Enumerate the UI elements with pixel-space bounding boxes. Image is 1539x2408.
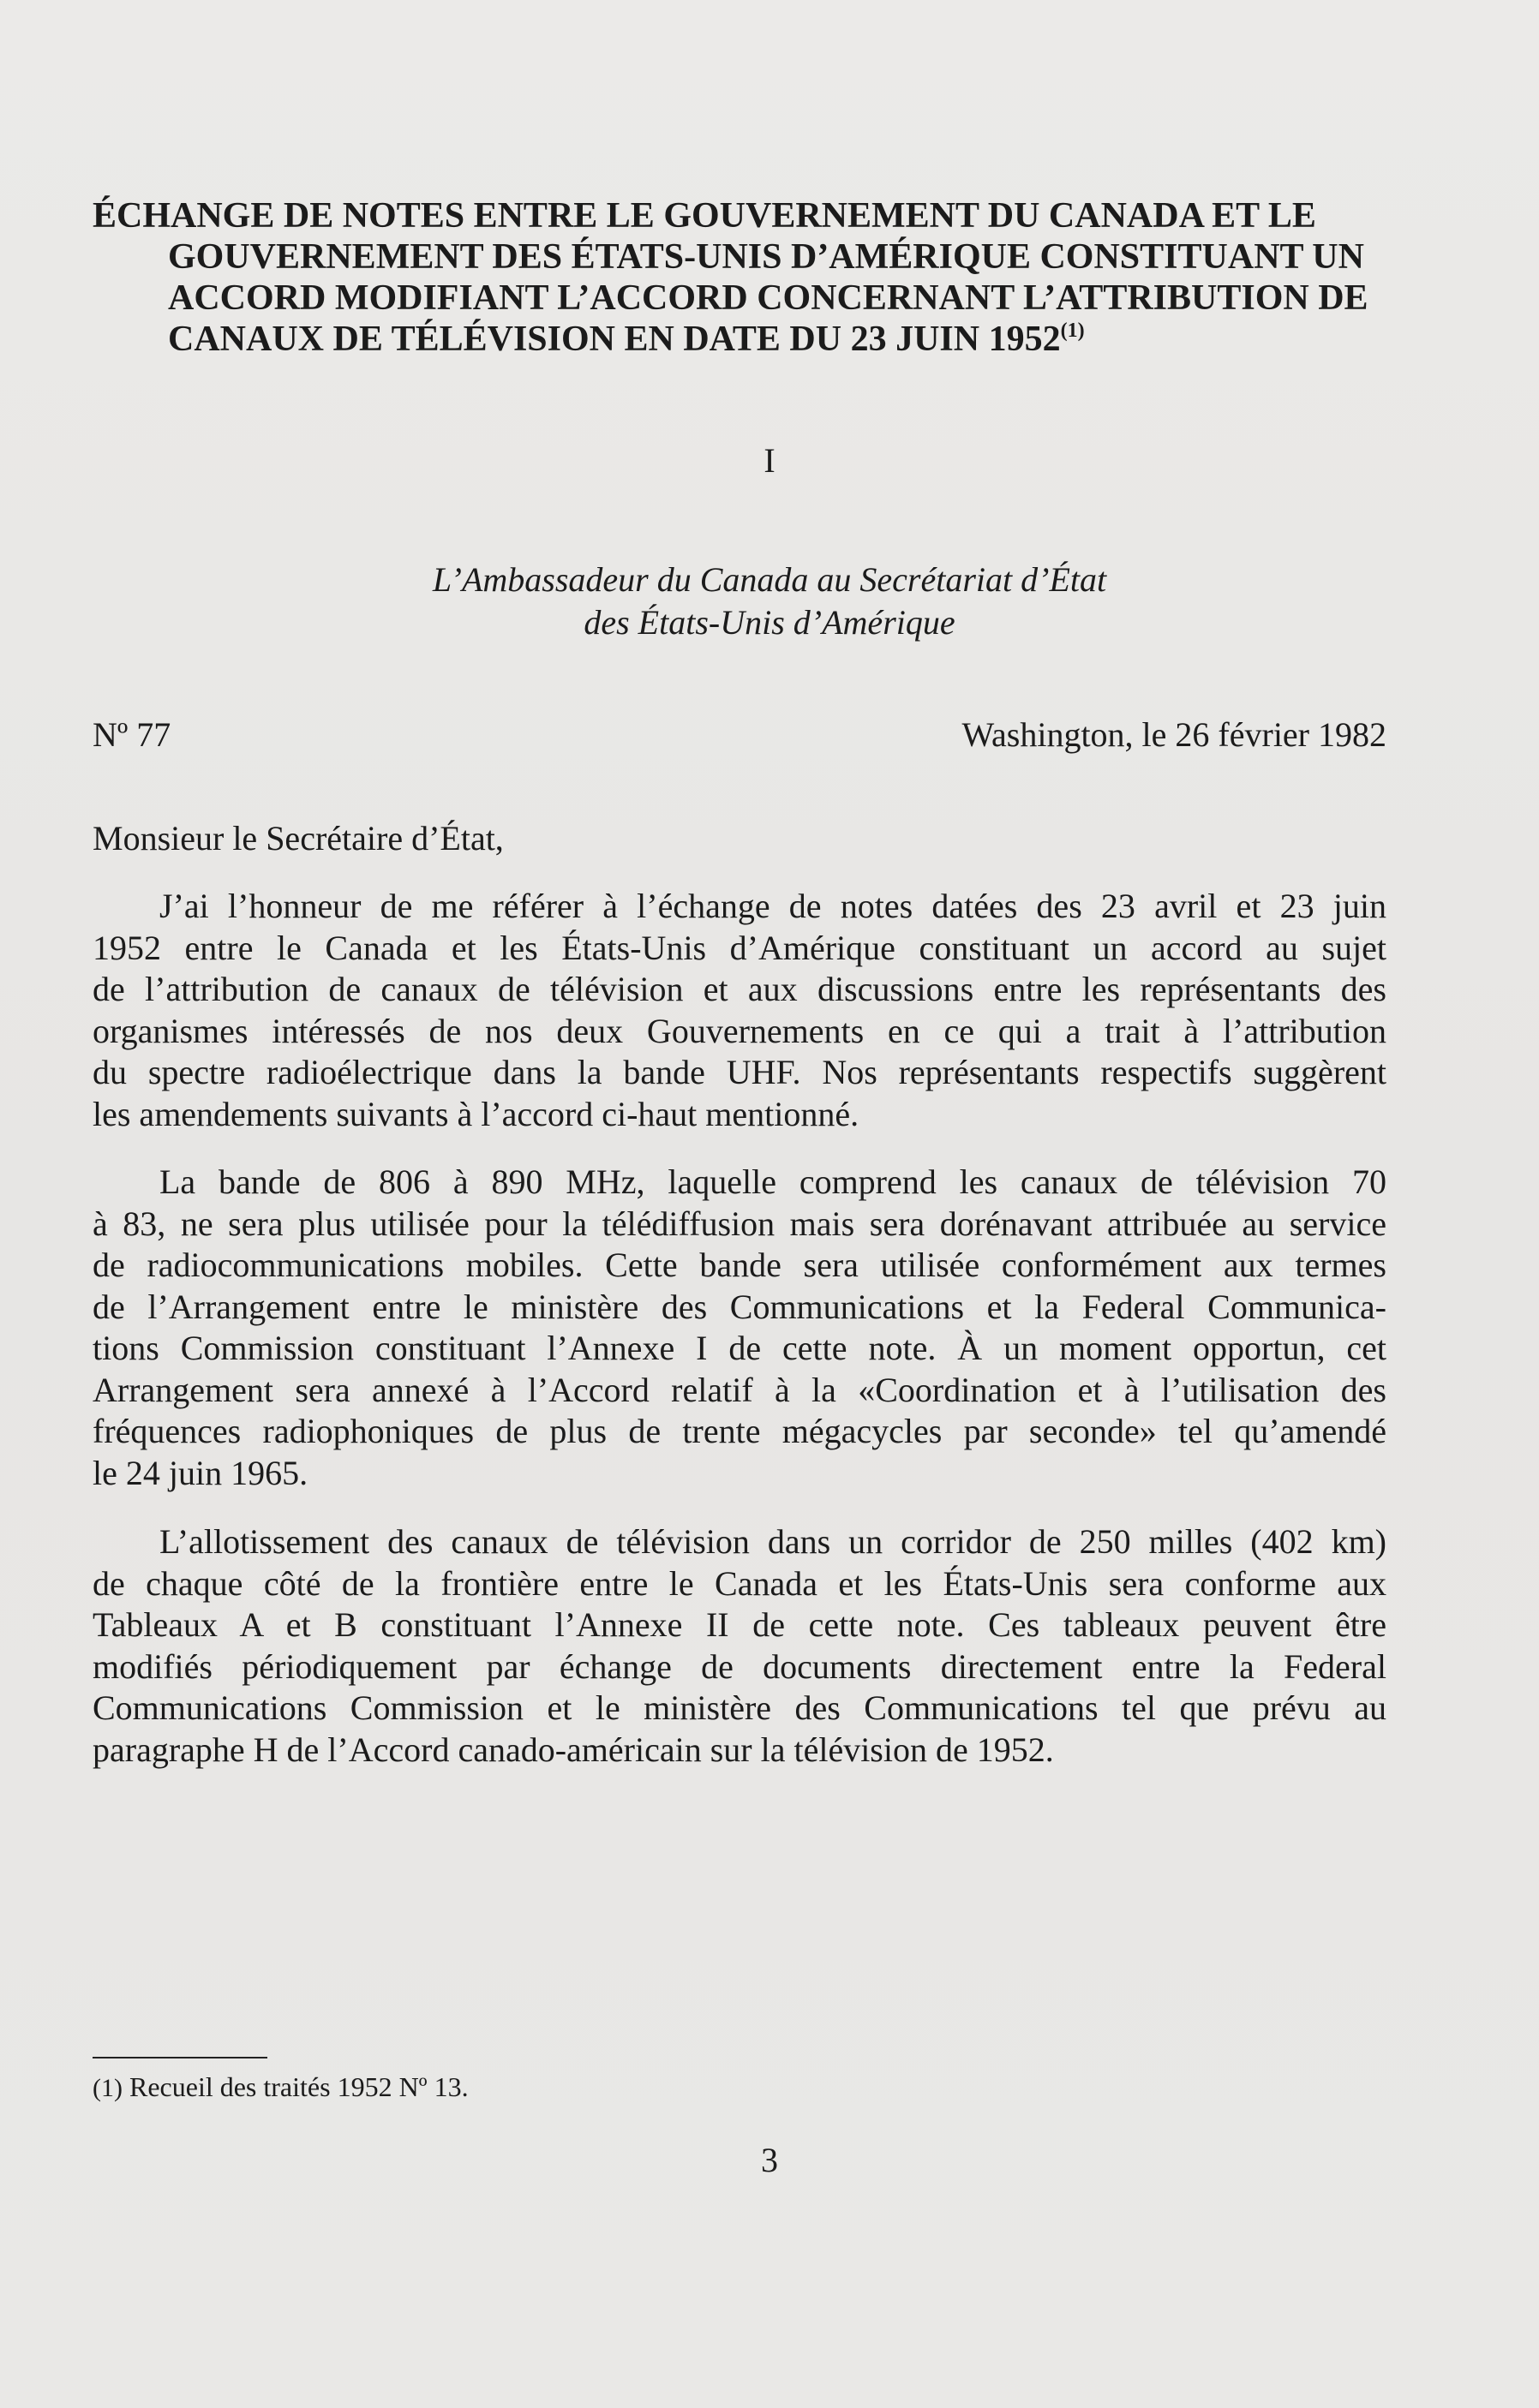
paragraph-line: J’ai l’honneur de me référer à l’échange de notes datées des 23 avril et 23 juin <box>159 887 1386 925</box>
paragraph-line: les amendements suivants à l’accord ci-haut mentionné. <box>93 1094 859 1133</box>
title-footnote-marker: (1) <box>1060 320 1085 342</box>
paragraph-line: Arrangement sera annexé à l’Accord relatif à la «Coordination et à l’utilisation des <box>93 1370 1386 1409</box>
paragraph-line: de l’attribution de canaux de télévision et aux discussions entre les représentants des <box>93 970 1386 1008</box>
sender-line: des États-Unis d’Amérique <box>584 603 955 642</box>
footnote-divider <box>93 2057 267 2058</box>
footnote-marker: (1) <box>93 2074 123 2102</box>
paragraph-line: le 24 juin 1965. <box>93 1453 308 1492</box>
paragraph-line: 1952 entre le Canada et les États-Unis d’Amérique constituant un accord au sujet <box>93 928 1386 967</box>
paragraph-line: L’allotissement des canaux de télévision dans un corridor de 250 milles (402 km) <box>159 1522 1386 1561</box>
paragraph-line: paragraphe H de l’Accord canado-américain sur la télévision de 1952. <box>93 1730 1054 1769</box>
title-line: ÉCHANGE DE NOTES ENTRE LE GOUVERNEMENT DU CANADA ET LE <box>93 196 1316 236</box>
page-number: 3 <box>761 2141 778 2179</box>
paragraph-3 <box>93 1521 1386 1771</box>
title-line: GOUVERNEMENT DES ÉTATS-UNIS D’AMÉRIQUE CONSTITUANT UN <box>168 237 1364 277</box>
paragraph-line: à 83, ne sera plus utilisée pour la télédiffusion mais sera dorénavant attribuée au service <box>93 1204 1386 1243</box>
place-date: Washington, le 26 février 1982 <box>961 715 1386 754</box>
footnote <box>93 2070 469 2106</box>
paragraph-1 <box>93 886 1386 1135</box>
paragraph-line: fréquences radiophoniques de plus de trente mégacycles par seconde» tel qu’amendé <box>93 1412 1386 1450</box>
paragraph-line: modifiés périodiquement par échange de documents directement entre la Federal <box>93 1646 1386 1686</box>
paragraph-line: de chaque côté de la frontière entre le Canada et les États-Unis sera conforme aux <box>93 1563 1386 1603</box>
note-number: Nº 77 <box>93 715 171 754</box>
title-line-text: CANAUX DE TÉLÉVISION EN DATE DU 23 JUIN 1952 <box>168 320 1061 359</box>
paragraph-2 <box>93 1162 1386 1494</box>
paragraph-line: de l’Arrangement entre le ministère des Communications et la Federal Communica- <box>93 1287 1386 1326</box>
section-number: I <box>764 441 775 480</box>
footnote-text: Recueil des traités 1952 Nº 13. <box>129 2071 469 2102</box>
sender-heading <box>0 559 1539 644</box>
title-line: ACCORD MODIFIANT L’ACCORD CONCERNANT L’ATTRIBUTION DE <box>168 278 1368 318</box>
sender-line: L’Ambassadeur du Canada au Secrétariat d’État <box>432 560 1107 599</box>
title-line-last <box>93 319 1386 360</box>
salutation: Monsieur le Secrétaire d’État, <box>93 819 504 857</box>
paragraph-line: Communications Commission et le ministère des Communications tel que prévu au <box>93 1688 1386 1727</box>
paragraph-line: La bande de 806 à 890 MHz, laquelle comprend les canaux de télévision 70 <box>159 1162 1386 1201</box>
paragraph-line: tions Commission constituant l’Annexe I de cette note. À un moment opportun, cet <box>93 1329 1386 1367</box>
paragraph-line: de radiocommunications mobiles. Cette bande sera utilisée conformément aux termes <box>93 1246 1386 1284</box>
document-title <box>93 195 1386 360</box>
reference-row <box>93 714 1386 756</box>
paragraph-line: Tableaux A et B constituant l’Annexe II de cette note. Ces tableaux peuvent être <box>93 1605 1386 1644</box>
paragraph-line: du spectre radioélectrique dans la bande UHF. Nos représentants respectifs suggèrent <box>93 1053 1386 1091</box>
paragraph-line: organismes intéressés de nos deux Gouvernements en ce qui a trait à l’attribution <box>93 1011 1386 1050</box>
